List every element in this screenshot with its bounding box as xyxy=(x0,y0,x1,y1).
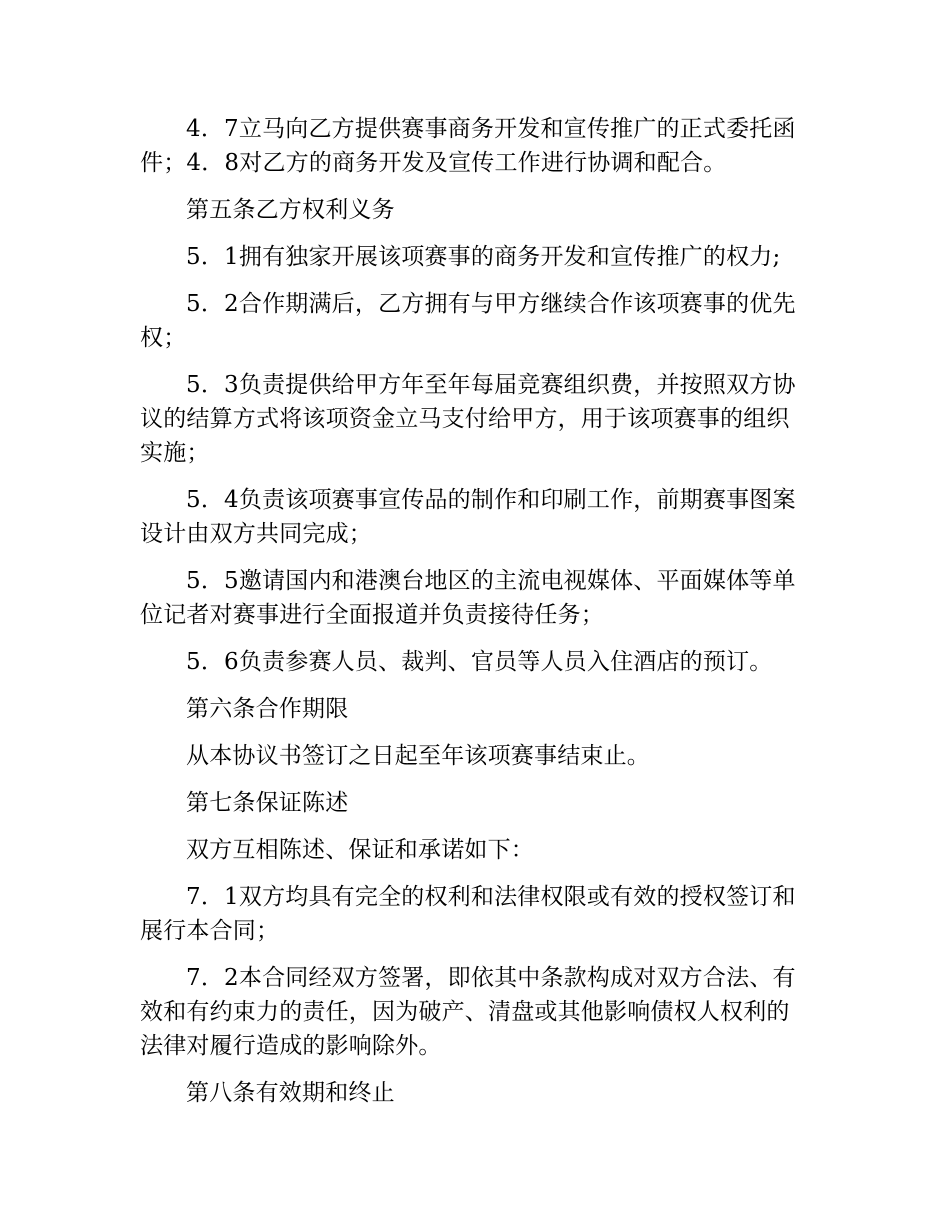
clause-5-5: 5．5邀请国内和港澳台地区的主流电视媒体、平面媒体等单位记者对赛事进行全面报道并负责接待任务； xyxy=(140,568,796,628)
clause-5-4: 5．4负责该项赛事宣传品的制作和印刷工作，前期赛事图案设计由双方共同完成； xyxy=(140,487,796,547)
article-8-heading: 第八条有效期和终止 xyxy=(186,1080,395,1106)
article-7-heading: 第七条保证陈述 xyxy=(186,790,349,816)
clause-5-1: 5．1拥有独家开展该项赛事的商务开发和宣传推广的权力; xyxy=(186,244,781,270)
article-5-heading: 第五条乙方权利义务 xyxy=(186,197,395,223)
clause-5-6: 5．6负责参赛人员、裁判、官员等人员入住酒店的预订。 xyxy=(186,649,773,675)
clause-7-1: 7．1双方均具有完全的权利和法律权限或有效的授权签订和展行本合同； xyxy=(140,884,796,944)
clause-5-2: 5．2合作期满后，乙方拥有与甲方继续合作该项赛事的优先权； xyxy=(140,291,796,351)
article-6-body: 从本协议书签订之日起至年该项赛事结束止。 xyxy=(186,743,650,769)
clause-5-3: 5．3负责提供给甲方年至年每届竞赛组织费，并按照双方协议的结算方式将该项资金立马支付给甲方，用于该项赛事的组织实施； xyxy=(140,372,796,466)
article-7-intro: 双方互相陈述、保证和承诺如下： xyxy=(186,837,534,863)
clause-7-2: 7．2本合同经双方签署，即依其中条款构成对双方合法、有效和有约束力的责任，因为破产、清盘或其他影响债权人权利的法律对履行造成的影响除外。 xyxy=(140,965,796,1059)
clause-4-7-4-8: 4．7立马向乙方提供赛事商务开发和宣传推广的正式委托函件；4．8对乙方的商务开发及宣传工作进行协调和配合。 xyxy=(140,116,796,176)
article-6-heading: 第六条合作期限 xyxy=(186,696,349,722)
